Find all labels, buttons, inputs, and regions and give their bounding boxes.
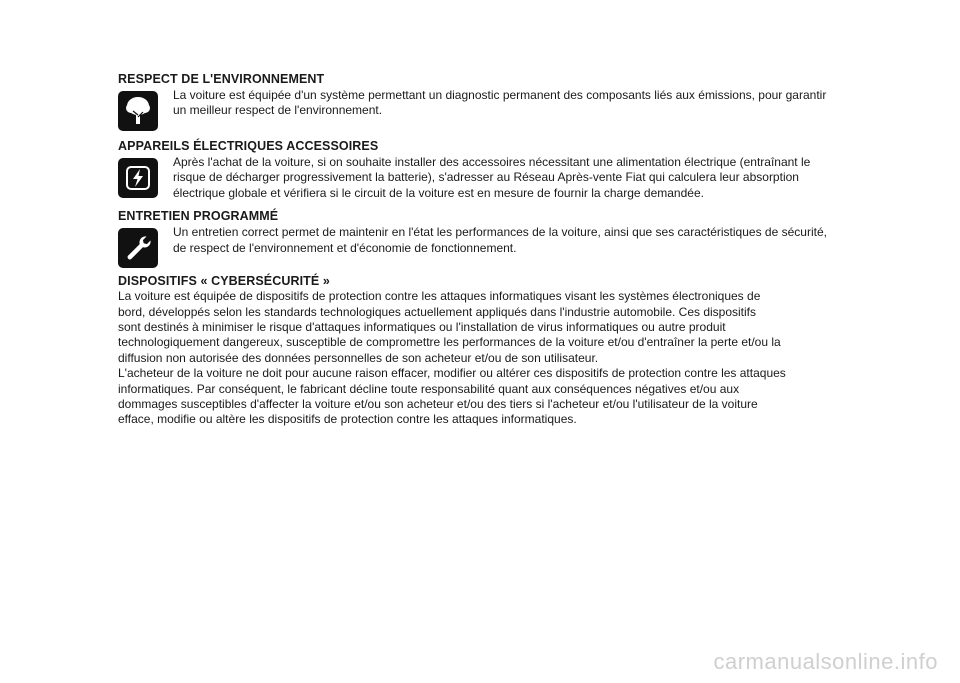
text-line: sont destinés à minimiser le risque d'attaques informatiques ou l'installation de virus informatiques ou autre produit: [118, 320, 726, 335]
manual-page: [118, 72, 888, 428]
section-text-scheduled-maintenance: [173, 225, 888, 256]
section-text-environment: [173, 88, 888, 119]
text-line: Après l'achat de la voiture, si on souhaite installer des accessoires nécessitant une alimentation électrique (entraînant le: [173, 155, 811, 169]
text-line: de respect de l'environnement et d'économie de fonctionnement.: [173, 240, 517, 255]
text-line: technologiquement dangereux, susceptible de compromettre les performances de la voiture et/ou d'entraîner la perte et/ou la: [118, 335, 781, 350]
text-line: risque de décharger progressivement la batterie), s'adresser au Réseau Après-vente Fiat qui calculera leur absorption: [173, 170, 799, 185]
section-body-electrical-accessories: [118, 155, 888, 201]
tree-icon: [118, 91, 158, 131]
text-line: diffusion non autorisée des données personnelles de son acheteur et/ou de son utilisateur.: [118, 350, 599, 365]
text-line: efface, modifie ou altère les dispositifs de protection contre les attaques informatiques.: [118, 412, 577, 427]
text-line: un meilleur respect de l'environnement.: [173, 103, 383, 118]
cybersecurity-paragraph-2: [118, 366, 888, 428]
section-text-electrical-accessories: [173, 155, 888, 201]
text-line: électrique globale et vérifiera si le circuit de la voiture est en mesure de fournir la charge demandée.: [173, 185, 704, 200]
lightning-icon: [118, 158, 158, 198]
text-line: La voiture est équipée de dispositifs de protection contre les attaques informatiques visant les systèmes électroniques de: [118, 289, 761, 304]
section-title-electrical-accessories: APPAREILS ÉLECTRIQUES ACCESSOIRES: [118, 139, 379, 153]
wrench-icon: [118, 228, 158, 268]
watermark: carmanualsonline.info: [713, 649, 938, 674]
section-body-scheduled-maintenance: [118, 225, 888, 268]
section-title-environment: RESPECT DE L'ENVIRONNEMENT: [118, 72, 325, 86]
text-line: La voiture est équipée d'un système permettant un diagnostic permanent des composants liés aux émissions, pour garantir: [173, 88, 827, 102]
text-line: Un entretien correct permet de maintenir en l'état les performances de la voiture, ainsi que ses caractéristiques de sécurité,: [173, 225, 827, 240]
text-line: bord, développés selon les standards technologiques actuellement appliqués dans l'industrie automobile. Ces dispositifs: [118, 304, 757, 319]
section-body-environment: [118, 88, 888, 131]
cybersecurity-paragraph-1: [118, 289, 888, 366]
text-line: informatiques. Par conséquent, le fabricant décline toute responsabilité quant aux conséquences négatives et/ou aux: [118, 381, 740, 396]
section-title-cybersecurity: DISPOSITIFS « CYBERSÉCURITÉ »: [118, 274, 330, 289]
section-title-scheduled-maintenance: ENTRETIEN PROGRAMMÉ: [118, 209, 279, 224]
text-line: dommages susceptibles d'affecter la voiture et/ou son acheteur et/ou des tiers si l'acheteur et/ou l'utilisateur de la voiture: [118, 397, 758, 412]
text-line: L'acheteur de la voiture ne doit pour aucune raison effacer, modifier ou altérer ces dispositifs de protection contre les attaques: [118, 366, 786, 381]
